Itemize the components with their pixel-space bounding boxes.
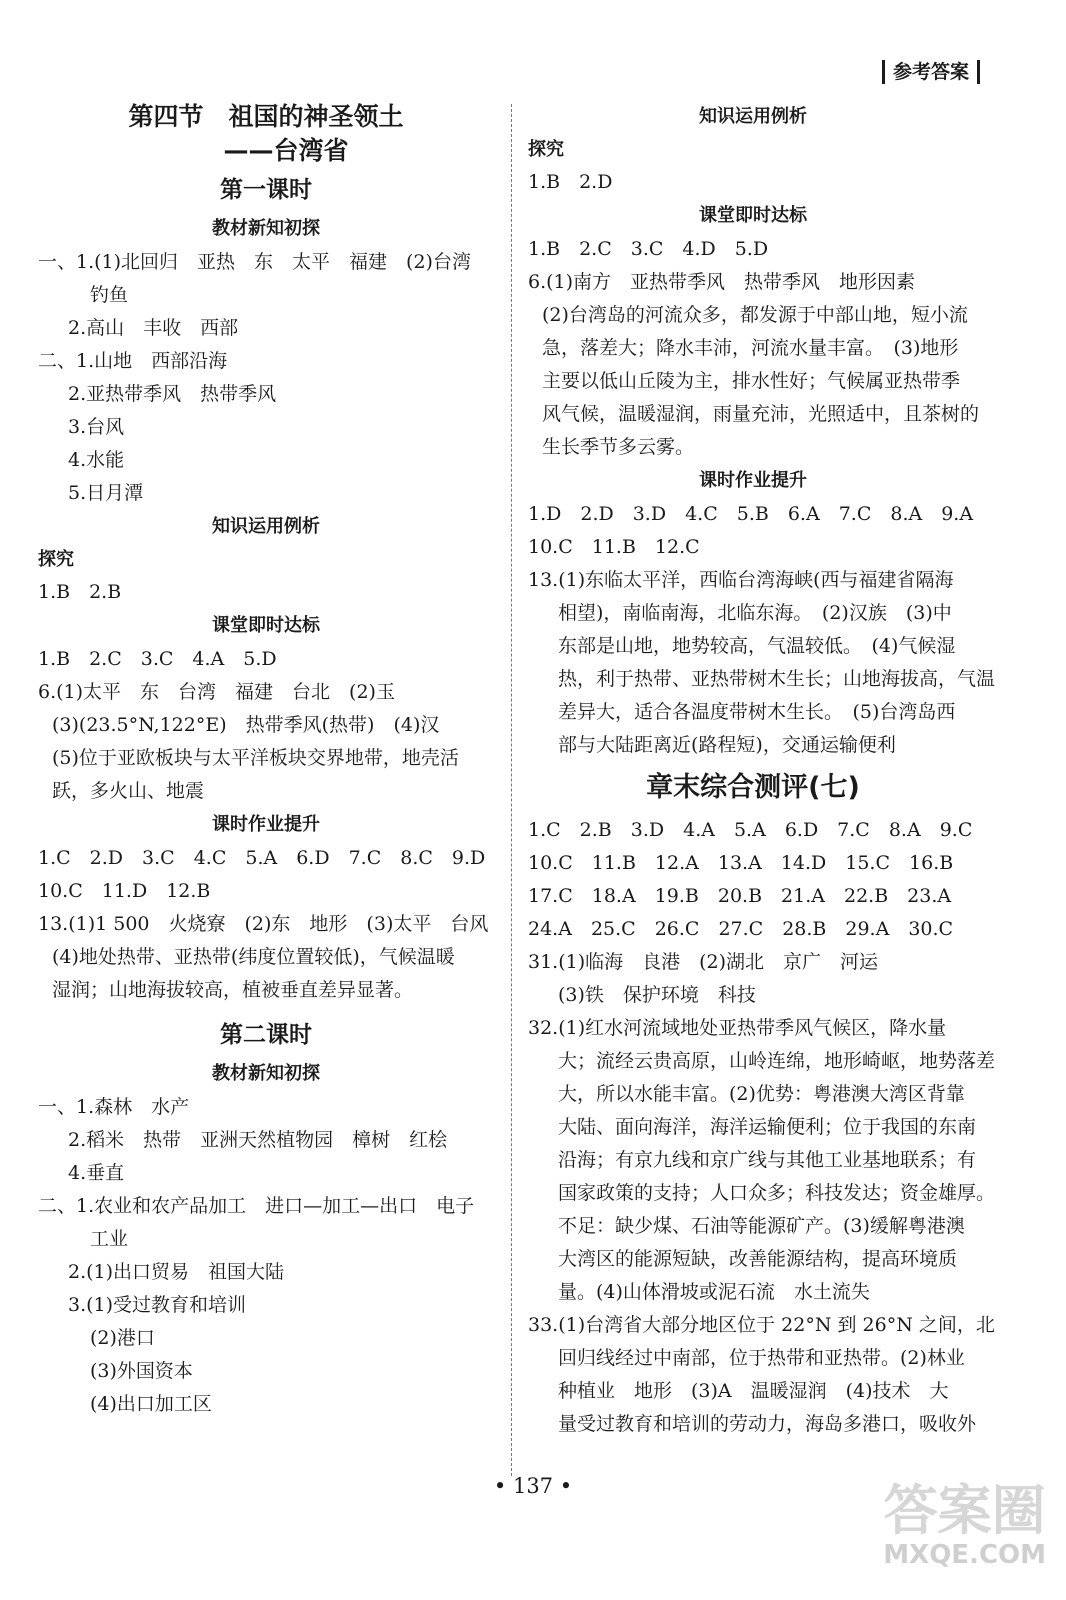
answer-line: 10.C 11.B 12.C [528, 536, 700, 558]
explore-label: 探究 [528, 139, 564, 160]
answer-line: 10.C 11.D 12.B [38, 880, 211, 902]
answer-line: (4)出口加工区 [90, 1393, 212, 1415]
answer-line: 10.C 11.B 12.A 13.A 14.D 15.C 16.B [528, 852, 954, 874]
answer-line: 相望)，南临南海，北临东海。 (2)汉族 (3)中 [558, 602, 952, 624]
answer-line: 热，利于热带、亚热带树木生长；山地海拔高，气温 [558, 668, 996, 690]
answer-line: (3)(23.5°N,122°E) 热带季风(热带) (4)汉 [52, 714, 440, 736]
answer-line: 17.C 18.A 19.B 20.B 21.A 22.B 23.A [528, 885, 952, 907]
answer-line: 24.A 25.C 26.C 27.C 28.B 29.A 30.C [528, 918, 954, 940]
answer-line: 一、1.森林 水产 [38, 1096, 190, 1118]
right-heading-3: 课时作业提升 [699, 470, 807, 491]
right-heading-1: 知识运用例析 [699, 106, 807, 127]
answer-line: 大；流经云贵高原，山岭连绵，地形崎岖，地势落差 [558, 1050, 996, 1072]
lesson1-heading-3: 课堂即时达标 [212, 615, 320, 636]
watermark-logo-text: 答案圈 [883, 1479, 1046, 1542]
answer-line: 1.B 2.B [38, 581, 122, 603]
lesson1-title: 第一课时 [220, 177, 312, 203]
answer-line: 2.亚热带季风 热带季风 [68, 383, 277, 405]
answer-line: 4.垂直 [68, 1162, 125, 1184]
answer-line: 2.稻米 热带 亚洲天然植物园 樟树 红桧 [68, 1129, 448, 1151]
answer-line: 大陆、面向海洋，海洋运输便利；位于我国的东南 [558, 1116, 977, 1138]
answer-line: 13.(1)东临太平洋，西临台湾海峡(西与福建省隔海 [528, 569, 954, 591]
answer-line: 二、1.农业和农产品加工 进口—加工—出口 电子 [38, 1195, 475, 1217]
answer-line: 31.(1)临海 良港 (2)湖北 京广 河运 [528, 951, 879, 973]
answer-line: 跃，多火山、地震 [52, 780, 205, 802]
right-column [528, 100, 996, 1441]
answer-line: 6.(1)南方 亚热带季风 热带季风 地形因素 [528, 271, 916, 293]
answer-line: 工业 [90, 1228, 129, 1250]
answer-line: 6.(1)太平 东 台湾 福建 台北 (2)玉 [38, 681, 395, 703]
answer-line: 1.C 2.B 3.D 4.A 5.A 6.D 7.C 8.A 9.C [528, 819, 973, 841]
answer-line: (3)铁 保护环境 科技 [558, 984, 756, 1006]
answer-line: 1.B 2.D [528, 171, 613, 193]
answer-line: 量。(4)山体滑坡或泥石流 水土流失 [558, 1281, 870, 1303]
answer-line: 差异大，适合各温度带树木生长。 (5)台湾岛西 [558, 701, 956, 723]
lesson1-heading-1: 教材新知初探 [212, 218, 320, 239]
answer-line: 生长季节多云雾。 [542, 436, 695, 458]
answer-line: 3.台风 [68, 416, 125, 438]
answer-line: 国家政策的支持；人口众多；科技发达；资金雄厚。 [558, 1182, 996, 1204]
left-column [38, 100, 494, 1421]
answer-line: 量受过教育和培训的劳动力，海岛多港口，吸收外 [558, 1413, 977, 1435]
answer-line: (3)外国资本 [90, 1360, 193, 1382]
page-number: • 137 • [493, 1474, 573, 1498]
answer-line: 1.B 2.C 3.C 4.D 5.D [528, 238, 769, 260]
answer-line: 大，所以水能丰富。(2)优势：粤港澳大湾区背靠 [558, 1083, 965, 1105]
lesson1-heading-4: 课时作业提升 [212, 814, 320, 835]
answer-line: (5)位于亚欧板块与太平洋板块交界地带，地壳活 [52, 747, 459, 769]
answer-line: 沿海；有京九线和京广线与其他工业基地联系；有 [558, 1149, 977, 1171]
answer-line: 风气候，温暖湿润，雨量充沛，光照适中，且茶树的 [542, 403, 980, 425]
answer-line: 33.(1)台湾省大部分地区位于 22°N 到 26°N 之间，北 [528, 1314, 995, 1336]
chapter-title: 章末综合测评(七) [646, 772, 860, 803]
answer-line: 2.(1)出口贸易 祖国大陆 [68, 1261, 285, 1283]
answer-line: 1.D 2.D 3.D 4.C 5.B 6.A 7.C 8.A 9.A [528, 503, 974, 525]
answer-line: 1.C 2.D 3.C 4.C 5.A 6.D 7.C 8.C 9.D [38, 847, 486, 869]
section-title: 第四节 祖国的神圣领土 [128, 102, 404, 131]
answer-line: 2.高山 丰收 西部 [68, 317, 239, 339]
answer-line: 一、1.(1)北回归 亚热 东 太平 福建 (2)台湾 [38, 251, 471, 273]
explore-label: 探究 [38, 549, 74, 570]
answer-line: 东部是山地，地势较高，气温较低。 (4)气候湿 [558, 635, 956, 657]
answer-line: (2)港口 [90, 1327, 155, 1349]
answer-line: (2)台湾岛的河流众多，都发源于中部山地，短小流 [542, 304, 968, 326]
answer-line: 回归线经过中南部，位于热带和亚热带。(2)林业 [558, 1347, 965, 1369]
column-divider [511, 104, 512, 1476]
header-tag: 参考答案 [882, 60, 980, 84]
answer-line: 32.(1)红水河流域地处亚热带季风气候区，降水量 [528, 1017, 947, 1039]
lesson2-heading-1: 教材新知初探 [212, 1063, 320, 1084]
right-heading-2: 课堂即时达标 [699, 205, 807, 226]
answer-line: 大湾区的能源短缺，改善能源结构，提高环境质 [558, 1248, 958, 1270]
answer-line: 5.日月潭 [68, 482, 144, 504]
answer-line: 湿润；山地海拔较高，植被垂直差异显著。 [52, 979, 414, 1001]
lesson2-title: 第二课时 [220, 1022, 312, 1048]
answer-line: 3.(1)受过教育和培训 [68, 1294, 247, 1316]
answer-line: 急，落差大；降水丰沛，河流水量丰富。 (3)地形 [542, 337, 959, 359]
answer-line: 13.(1)1 500 火烧寮 (2)东 地形 (3)太平 台风 [38, 913, 489, 935]
lesson1-heading-2: 知识运用例析 [212, 516, 320, 537]
answer-line: 二、1.山地 西部沿海 [38, 350, 228, 372]
answer-line: 部与大陆距离近(路程短)，交通运输便利 [558, 734, 896, 756]
answer-line: 主要以低山丘陵为主，排水性好；气候属亚热带季 [542, 370, 961, 392]
answer-line: 4.水能 [68, 449, 125, 471]
answer-line: 钓鱼 [90, 284, 129, 306]
answer-line: 种植业 地形 (3)A 温暖湿润 (4)技术 大 [558, 1380, 949, 1402]
section-subtitle: ——台湾省 [223, 136, 349, 165]
answer-line: 1.B 2.C 3.C 4.A 5.D [38, 648, 277, 670]
answer-line: (4)地处热带、亚热带(纬度位置较低)，气候温暖 [52, 946, 455, 968]
watermark [883, 1479, 1046, 1570]
answer-line: 不足：缺少煤、石油等能源矿产。(3)缓解粤港澳 [558, 1215, 965, 1237]
watermark-url: MXQE.COM [883, 1540, 1046, 1570]
